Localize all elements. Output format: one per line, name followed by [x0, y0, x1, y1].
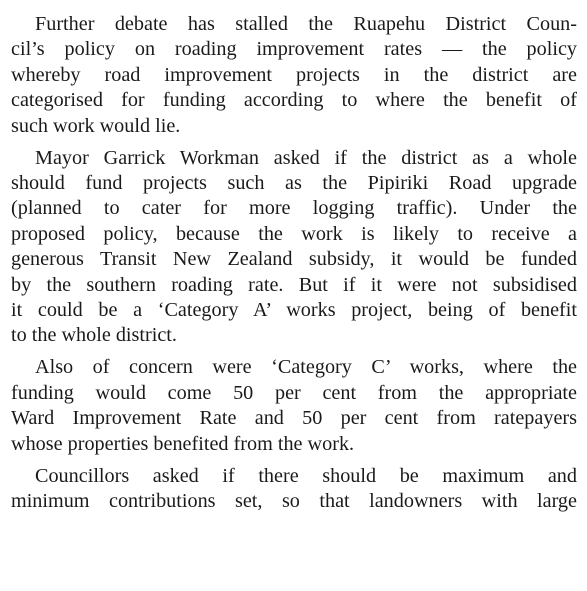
text-line: Councillors asked if there should be maximum and	[35, 464, 577, 487]
text-line: Further debate has stalled the Ruapehu District Coun-	[35, 13, 577, 35]
text-line: categorised for funding according to where the benefit of	[11, 89, 577, 112]
text-line: Mayor Garrick Workman asked if the district as a whole	[35, 146, 577, 169]
text-line: cil’s policy on roading improvement rates — the policy	[11, 38, 577, 61]
text-line: such work would lie.	[11, 114, 181, 137]
text-line: should fund projects such as the Pipiriki Road upgrade	[11, 172, 577, 195]
text-line: Also of concern were ‘Category C’ works, where the	[35, 356, 577, 379]
text-line: to the whole district.	[11, 324, 177, 347]
text-line: it could be a ‘Category A’ works project, being of benefit	[11, 299, 577, 322]
paragraph-2	[11, 146, 577, 349]
text-line: Ward Improvement Rate and 50 per cent from ratepayers	[11, 407, 577, 430]
paragraph-1	[11, 12, 577, 139]
text-line: (planned to cater for more logging traffic). Under the	[11, 197, 577, 220]
text-line: whereby road improvement projects in the district are	[11, 63, 577, 86]
text-line: funding would come 50 per cent from the appropriate	[11, 381, 577, 404]
paragraph-3	[11, 355, 577, 457]
article-body	[11, 12, 577, 521]
text-line: proposed policy, because the work is likely to receive a	[11, 222, 577, 245]
paragraph-4	[11, 464, 577, 515]
text-line: generous Transit New Zealand subsidy, it would be funded	[11, 248, 577, 271]
text-line: whose properties benefited from the work.	[11, 432, 355, 455]
text-line: minimum contributions set, so that landowners with large	[11, 490, 577, 513]
text-line: by the southern roading rate. But if it were not subsidised	[11, 273, 577, 296]
